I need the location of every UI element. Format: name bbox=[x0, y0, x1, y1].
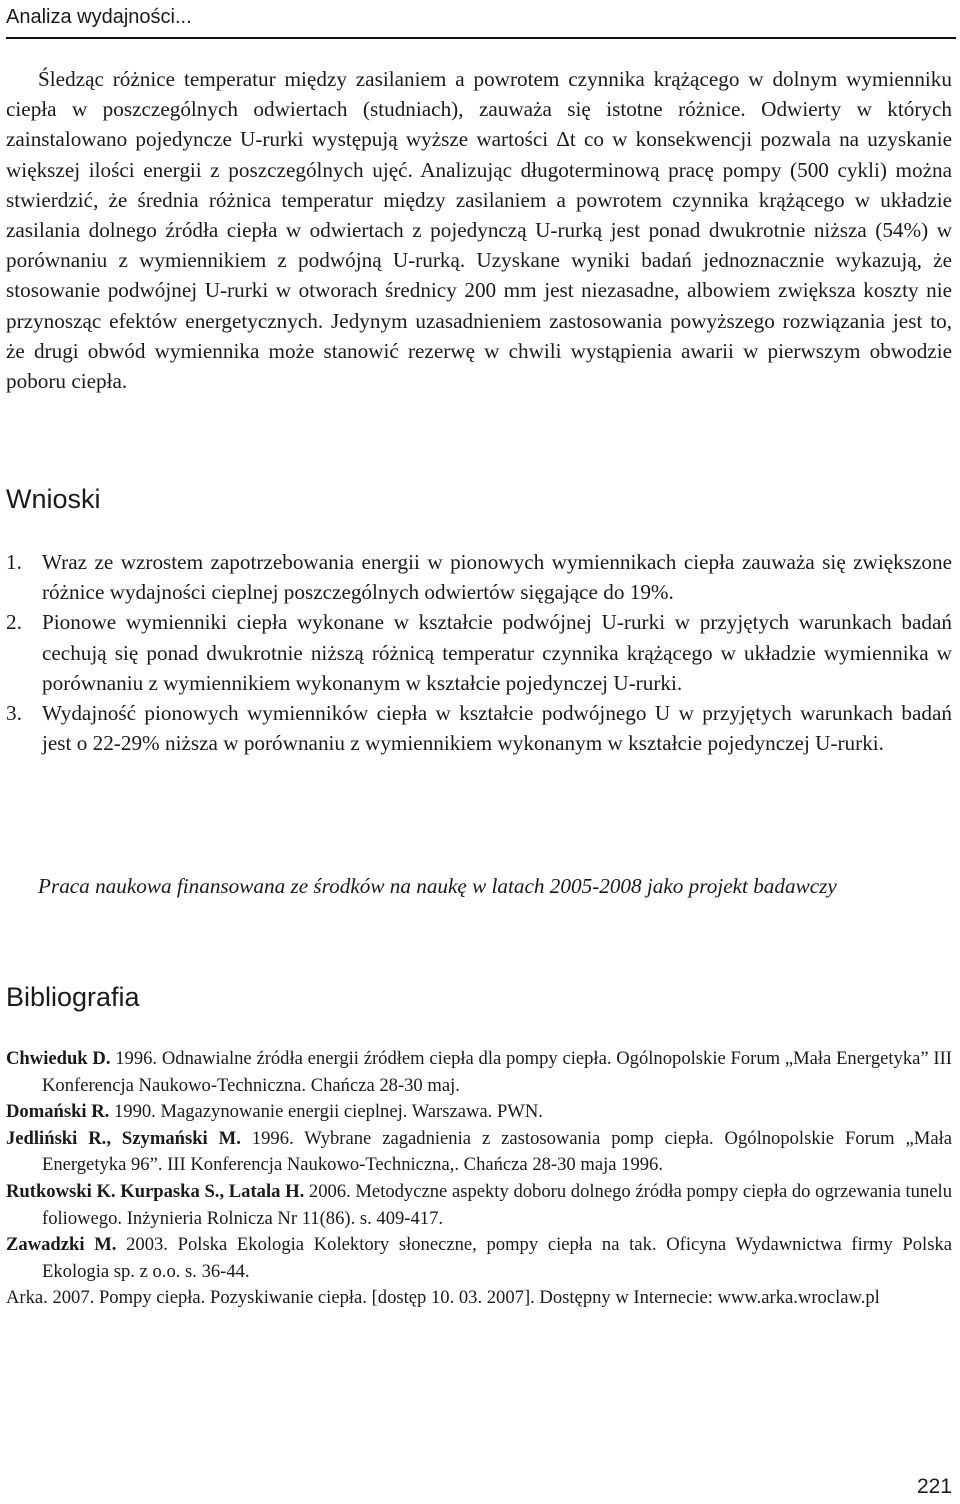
conclusion-text: Wydajność pionowych wymienników ciepła w kształcie podwójnego U w przyjętych warunkach badań jest o 22-29% niższa w porównaniu z wymiennikiem wykonanym w kształcie pojedynczej U-rurki. bbox=[42, 701, 952, 756]
main-text bbox=[6, 64, 952, 396]
bibliography-authors: Jedliński R., Szymański M. bbox=[6, 1127, 241, 1149]
conclusion-number: 1. bbox=[6, 550, 22, 574]
conclusions-heading: Wnioski bbox=[6, 484, 101, 514]
page-number: 221 bbox=[916, 1475, 952, 1498]
bibliography-details: 1990. Magazynowanie energii cieplnej. Warszawa. PWN. bbox=[109, 1101, 543, 1123]
conclusion-item bbox=[6, 698, 952, 758]
conclusion-item bbox=[6, 607, 952, 698]
bibliography-details: 2006. Metodyczne aspekty doboru dolnego źródła pompy ciepła do ogrzewania tunelu foliowego. Inżynieria Rolnicza Nr 11(86). s. 409-417. bbox=[42, 1180, 952, 1229]
bibliography-entry bbox=[6, 1126, 952, 1179]
bibliography-details: 1996. Odnawialne źródła energii źródłem ciepła dla pompy ciepła. Ogólnopolskie Forum „Mała Energetyka” III Konferencja Naukowo-Techniczna. Chańcza 28-30 maj. bbox=[42, 1048, 952, 1096]
header-rule bbox=[6, 37, 956, 39]
funding-note: Praca naukowa finansowana ze środków na naukę w latach 2005-2008 jako projekt badawczy bbox=[38, 874, 837, 898]
bibliography-authors: Chwieduk D. bbox=[6, 1048, 111, 1069]
bibliography-heading: Bibliografia bbox=[6, 982, 140, 1012]
bibliography-authors: Zawadzki M. bbox=[6, 1234, 117, 1256]
bibliography-details: Arka. 2007. Pompy ciepła. Pozyskiwanie ciepła. [dostęp 10. 03. 2007]. Dostępny w Internecie: www.arka.wroclaw.pl bbox=[6, 1287, 880, 1309]
conclusions-list bbox=[6, 547, 952, 758]
bibliography-authors: Rutkowski K. Kurpaska S., Latala H. bbox=[6, 1180, 305, 1202]
body-paragraph: Śledząc różnice temperatur między zasilaniem a powrotem czynnika krążącego w dolnym wymienniku ciepła w poszczególnych odwiertach (studniach), zauważa się istotne różnice. Odwierty w których zainstalowano pojedyncze U-rurki występują wyższe wartości Δt co w konsekwencji pozwala na uzyskanie większej ilości energii z poszczególnych ujęć. Analizując długoterminową pracę pompy (500 cykli) można stwierdzić, że średnia różnica temperatur między zasilaniem a powrotem czynnika krążącego w układzie zasilania dolnego źródła ciepła w odwiertach z pojedynczą U-rurką jest ponad dwukrotnie niższa (54%) w porównaniu z wymiennikiem z podwójną U-rurką. Uzyskane wyniki badań jednoznacznie wykazują, że stosowanie podwójnej U-rurki w otworach średnicy 200 mm jest niezasadne, albowiem zwiększa koszty nie przynosząc efektów energetycznych. Jedynym uzasadnieniem zastosowania powyższego rozwiązania jest to, że drugi obwód wymiennika może stanowić rezerwę w chwili wystąpienia awarii w pierwszym obwodzie poboru ciepła. bbox=[6, 67, 952, 394]
conclusion-text: Wraz ze wzrostem zapotrzebowania energii w pionowych wymiennikach ciepła zauważa się zwiększone różnice wydajności cieplnej poszczególnych odwiertów sięgające do 19%. bbox=[42, 550, 952, 605]
bibliography-authors: Domański R. bbox=[6, 1101, 110, 1123]
bibliography-details: 2003. Polska Ekologia Kolektory słoneczne, pompy ciepła na tak. Oficyna Wydawnictwa firmy Polska Ekologia sp. z o.o. s. 36-44. bbox=[42, 1234, 952, 1282]
running-header: Analiza wydajności... bbox=[6, 6, 192, 28]
bibliography-entry bbox=[6, 1232, 952, 1285]
bibliography-list bbox=[6, 1046, 952, 1312]
conclusion-item bbox=[6, 547, 952, 607]
bibliography-entry bbox=[6, 1046, 952, 1099]
conclusion-text: Pionowe wymienniki ciepła wykonane w kształcie podwójnej U-rurki w przyjętych warunkach badań cechują się ponad dwukrotnie niższą różnicą temperatur czynnika krążącego w układzie wymiennika w porównaniu z wymiennikiem wykonanym w kształcie pojedynczej U-rurki. bbox=[42, 610, 952, 695]
bibliography-entry bbox=[6, 1285, 952, 1312]
bibliography-entry bbox=[6, 1099, 952, 1126]
conclusion-number: 2. bbox=[6, 610, 22, 635]
conclusion-number: 3. bbox=[6, 701, 22, 726]
bibliography-details: 1996. Wybrane zagadnienia z zastosowania pomp ciepła. Ogólnopolskie Forum „Mała Energetyka 96”. III Konferencja Naukowo-Techniczna,. Chańcza 28-30 maja 1996. bbox=[42, 1127, 953, 1176]
bibliography-entry bbox=[6, 1179, 952, 1232]
